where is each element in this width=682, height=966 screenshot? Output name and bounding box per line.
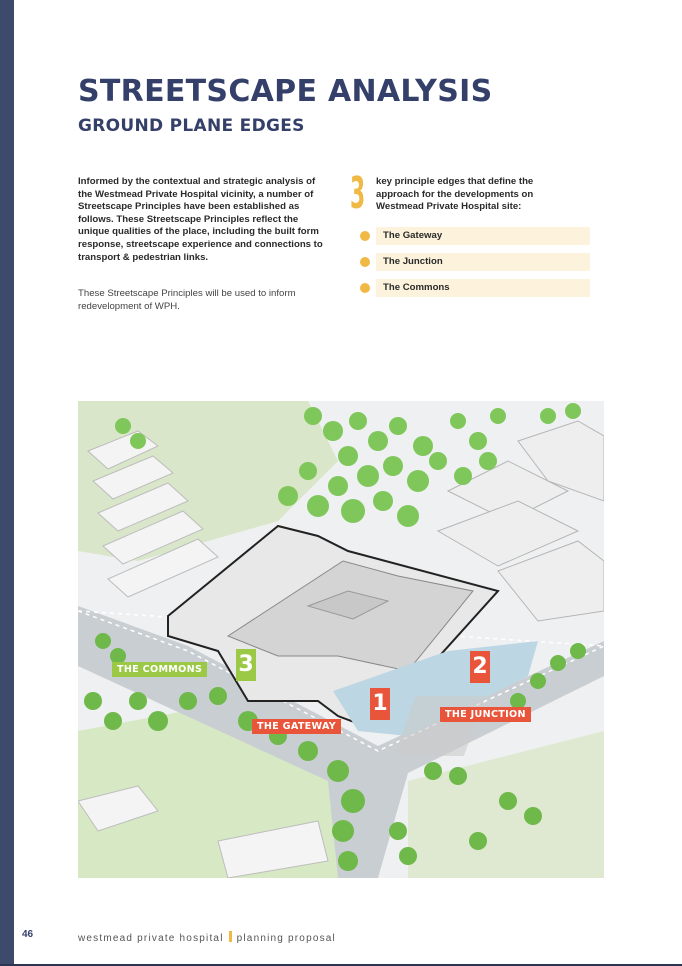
footer-separator — [229, 931, 232, 942]
principle-label: The Junction — [376, 253, 590, 271]
footer-text — [78, 931, 336, 944]
site-diagram-illustration — [78, 401, 604, 878]
footer-right: planning proposal — [236, 933, 336, 944]
bullet-icon — [360, 283, 370, 293]
principle-label: The Commons — [376, 279, 590, 297]
side-bar — [0, 0, 14, 966]
intro-note: These Streetscape Principles will be used to inform redevelopment of WPH. — [78, 288, 296, 312]
principle-item — [360, 227, 590, 245]
site-diagram — [78, 401, 604, 878]
bullet-icon — [360, 231, 370, 241]
page-number: 46 — [22, 929, 34, 940]
principle-label: The Gateway — [376, 227, 590, 245]
principle-count: 3 — [350, 168, 366, 219]
tag-the-junction: THE JUNCTION — [440, 707, 531, 722]
tag-the-gateway: THE GATEWAY — [252, 719, 341, 734]
page-title: STREETSCAPE ANALYSIS — [78, 74, 493, 109]
tag-the-commons: THE COMMONS — [112, 662, 207, 677]
principle-intro: key principle edges that define the approach for the developments on Westmead Private Hospital site: — [376, 176, 534, 213]
intro-paragraph: Informed by the contextual and strategic analysis of the Westmead Private Hospital vicinity, a number of Streetscape Principles have been established as follows. These Streetscape Principles reflect the unique qualities of the place, including the built form response, streetscape experience and connections to transport & pedestrian links. — [78, 176, 323, 263]
marker-three: 3 — [236, 649, 256, 681]
marker-two: 2 — [470, 651, 490, 683]
footer-left: westmead private hospital — [78, 933, 224, 944]
principle-item — [360, 279, 590, 297]
page-subtitle: GROUND PLANE EDGES — [78, 116, 305, 136]
principle-item — [360, 253, 590, 271]
bullet-icon — [360, 257, 370, 267]
marker-one: 1 — [370, 688, 390, 720]
